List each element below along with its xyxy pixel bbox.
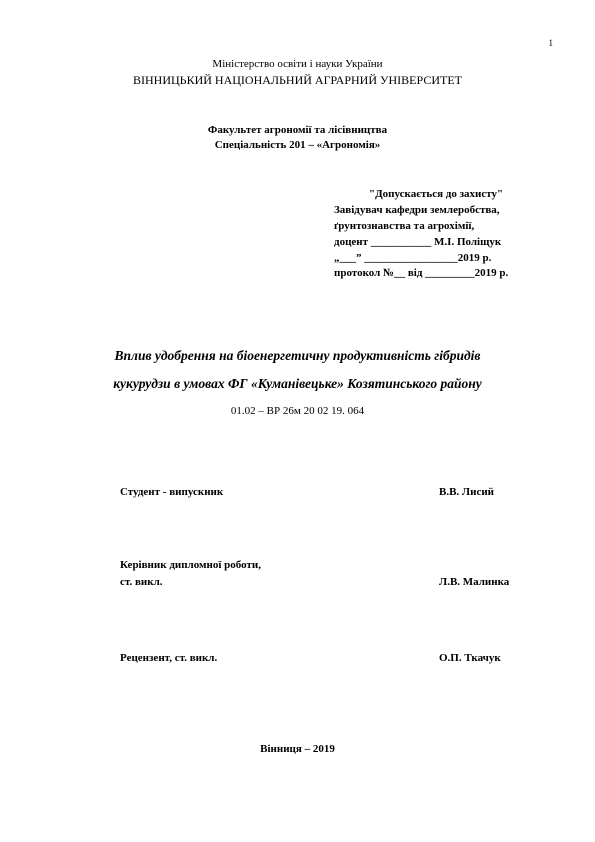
- thesis-code: 01.02 – ВР 26м 20 02 19. 064: [230, 405, 365, 417]
- approval-protocol-line: протокол №__ від _________2019 р.: [334, 267, 509, 279]
- thesis-title-line-1: Вплив удобрення на біоенергетичну продуктивність гібридів: [114, 348, 481, 363]
- ministry-name: Міністерство освіти і науки України: [212, 58, 383, 70]
- approval-heading: "Допускається до захисту": [369, 188, 504, 200]
- approval-department-cont: ґрунтознавства та агрохімії,: [334, 220, 475, 232]
- reviewer-role: Рецензент, ст. викл.: [120, 652, 218, 664]
- city-year: Вінниця – 2019: [260, 743, 335, 755]
- faculty-name: Факультет агрономії та лісівництва: [207, 124, 388, 136]
- student-role: Студент - випускник: [120, 486, 224, 498]
- approval-head-of-department: Завідувач кафедри землеробства,: [334, 204, 500, 216]
- university-name: ВІННИЦЬКИЙ НАЦІОНАЛЬНИЙ АГРАРНИЙ УНІВЕРСИТЕТ: [133, 73, 462, 87]
- reviewer-name: О.П. Ткачук: [439, 652, 501, 664]
- approval-date-line: „___” _________________2019 р.: [334, 252, 492, 264]
- specialty-name: Спеціальність 201 – «Агрономія»: [214, 139, 381, 151]
- student-name: В.В. Лисий: [439, 486, 495, 498]
- supervisor-title: ст. викл.: [120, 576, 163, 588]
- approval-signature-line: доцент ___________ М.І. Поліщук: [334, 236, 502, 248]
- supervisor-role: Керівник дипломної роботи,: [120, 559, 261, 571]
- supervisor-name: Л.В. Малинка: [439, 576, 510, 588]
- thesis-title-line-2: кукурудзи в умовах ФГ «Куманівецьке» Козятинського району: [113, 376, 482, 391]
- page-number: 1: [548, 38, 553, 48]
